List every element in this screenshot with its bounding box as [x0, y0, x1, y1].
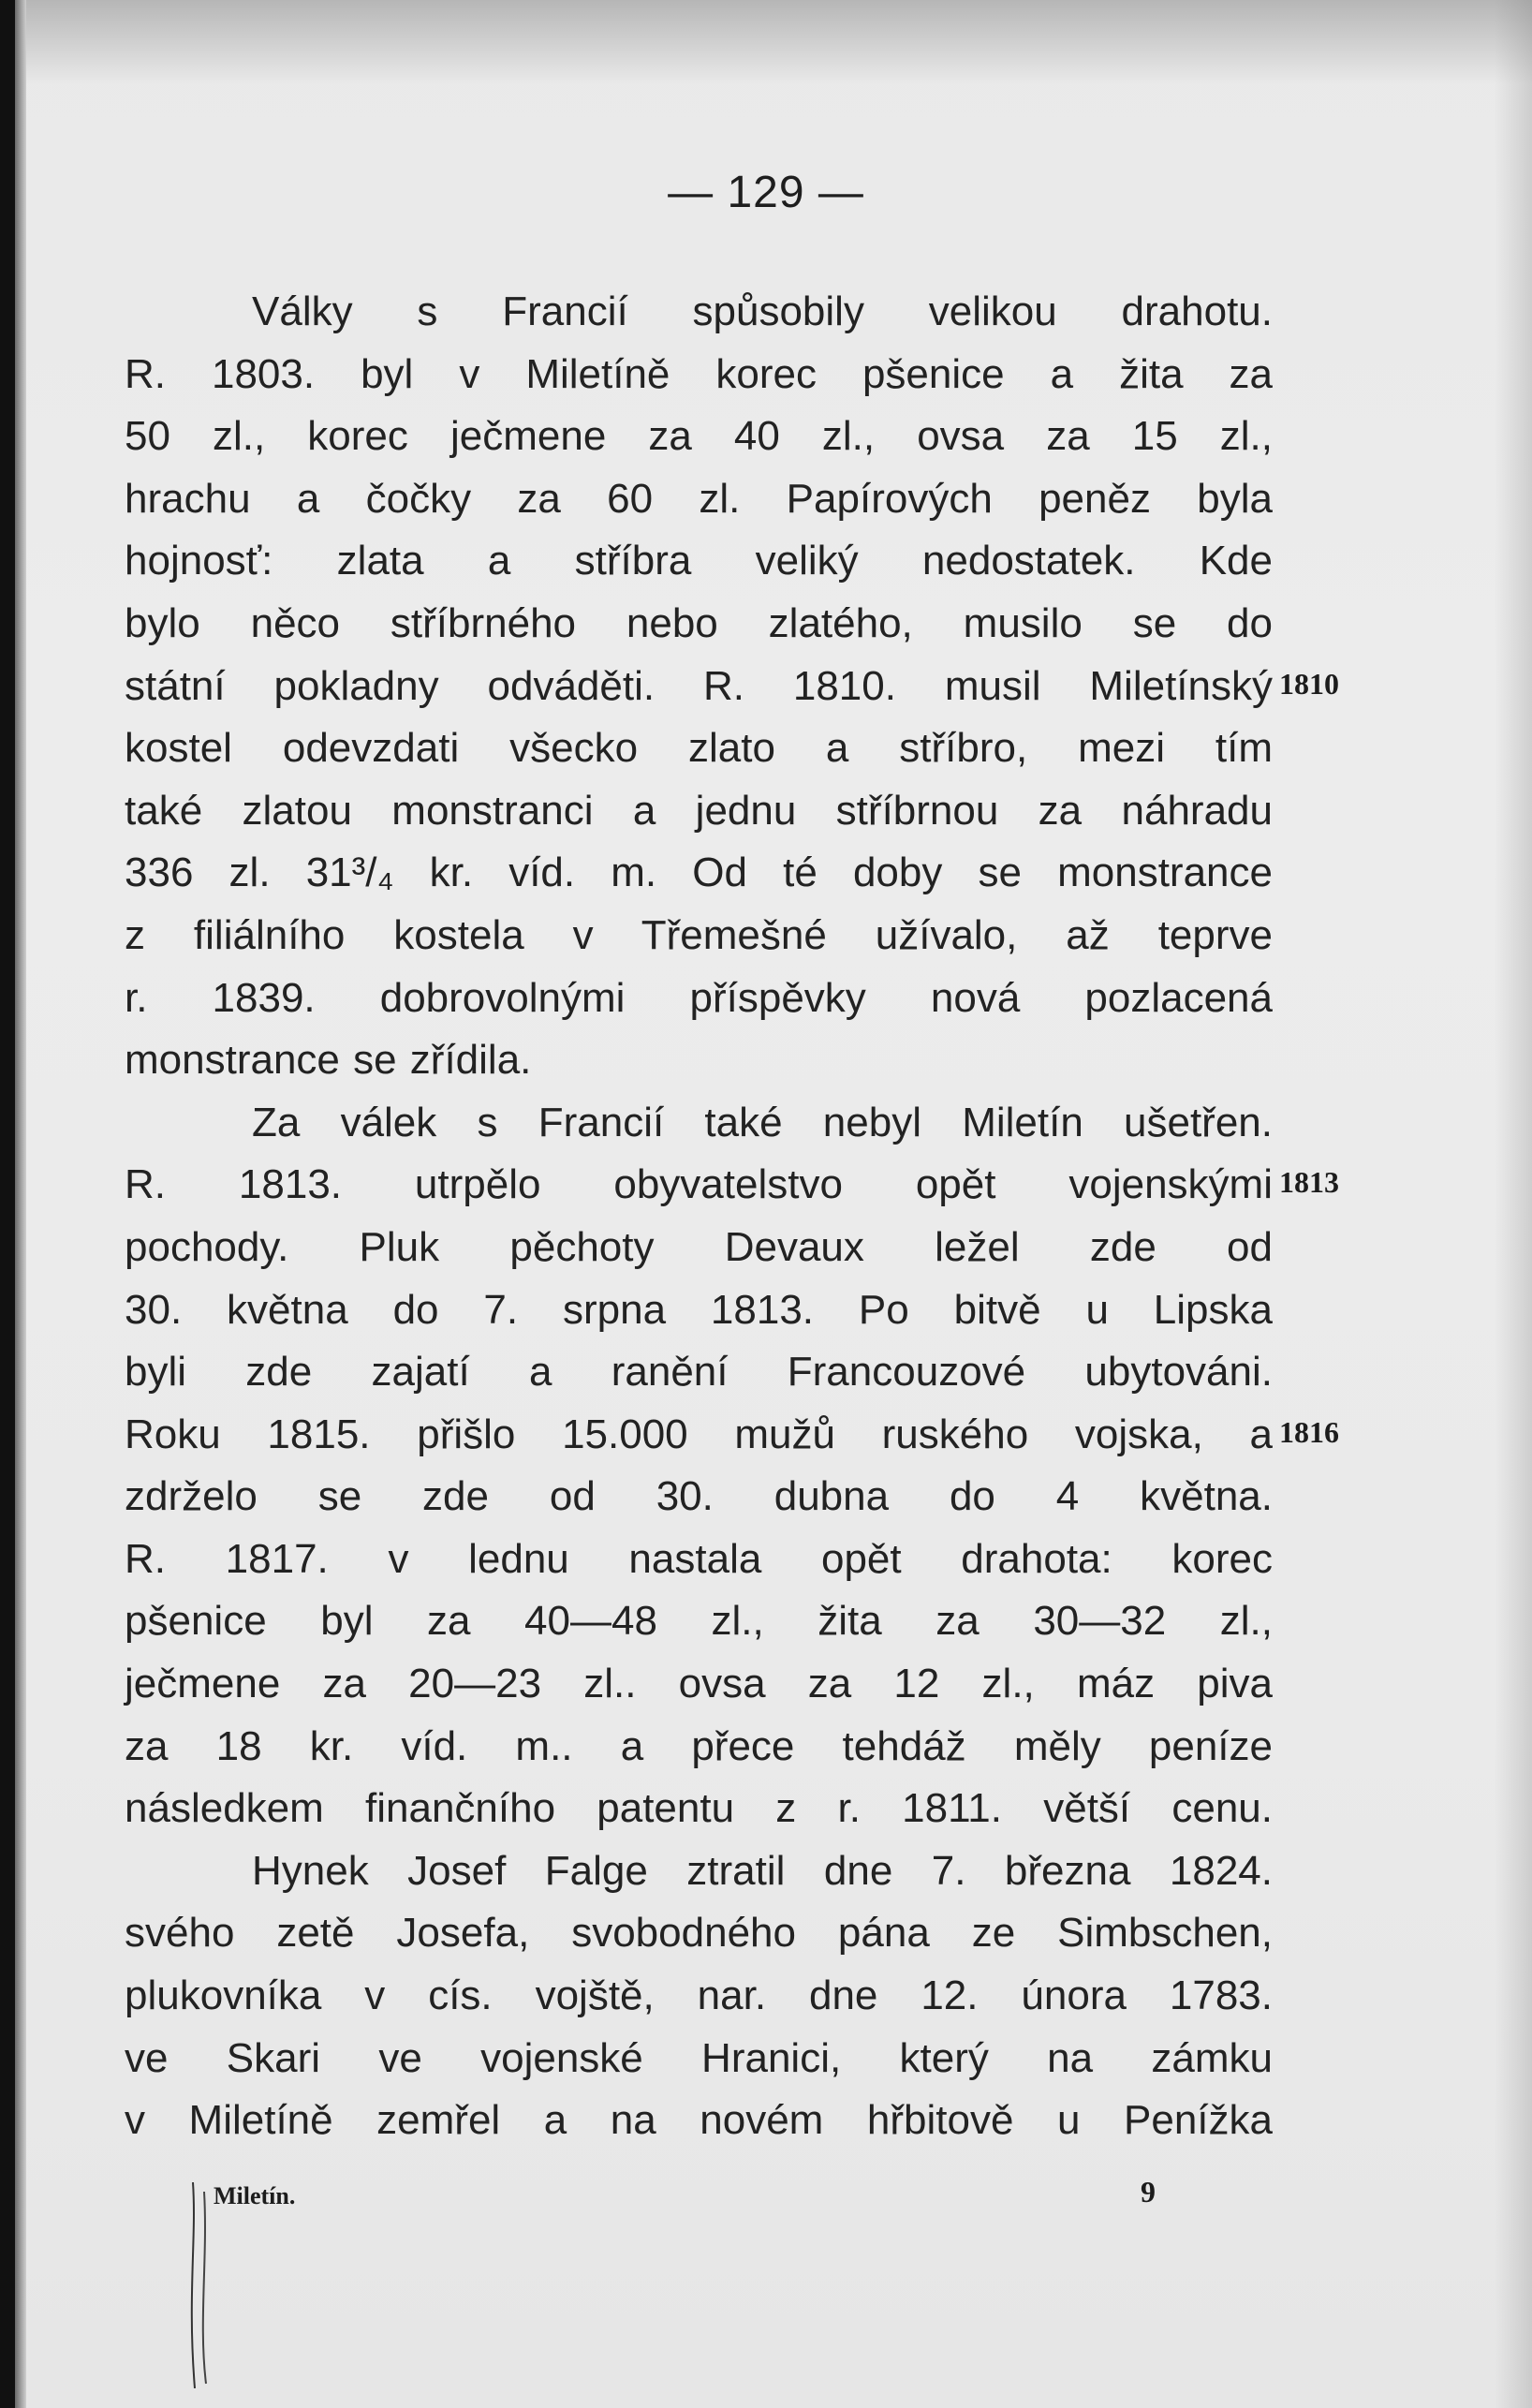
text-line: bylo něco stříbrného nebo zlatého, musilo se do — [125, 599, 1273, 646]
text-line: ječmene za 20—23 zl.. ovsa za 12 zl., máz piva — [125, 1661, 1273, 1707]
text-line: v Miletíně zemřel a na novém hřbitově u Penížka — [125, 2097, 1273, 2144]
text-line: 30. května do 7. srpna 1813. Po bitvě u Lipska — [125, 1286, 1273, 1333]
text-line: Roku 1815. přišlo 15.000 mužů ruského vojska, a — [125, 1411, 1273, 1457]
signature-mark: Miletín. — [214, 2182, 296, 2209]
body-text — [125, 281, 1273, 2152]
text-line: R. 1817. v lednu nastala opět drahota: korec — [125, 1535, 1273, 1582]
text-line: státní pokladny odváděti. R. 1810. musil Miletínský — [125, 662, 1273, 709]
text-line: kostel odevzdati všecko zlato a stříbro, mezi tím — [125, 725, 1273, 772]
text-line: Za válek s Francií také nebyl Miletín ušetřen. — [252, 1099, 1273, 1145]
text-line: plukovníka v cís. vojště, nar. dne 12. února 1783. — [125, 1972, 1273, 2019]
text-line: následkem finančního patentu z r. 1811. větší cenu. — [125, 1785, 1273, 1832]
text-line: byli zde zajatí a ranění Francouzové ubytováni. — [125, 1349, 1273, 1396]
scan-binding-gradient — [15, 0, 26, 2408]
text-line: R. 1803. byl v Miletíně korec pšenice a žita za — [125, 350, 1273, 397]
text-line: pšenice byl za 40—48 zl., žita za 30—32 zl., — [125, 1598, 1273, 1645]
text-line: Hynek Josef Falge ztratil dne 7. března 1824. — [252, 1847, 1273, 1894]
margin-year-note: 1810 — [1279, 666, 1339, 701]
scan-binding-edge — [0, 0, 15, 2408]
text-line: 50 zl., korec ječmene za 40 zl., ovsa za 15 zl., — [125, 413, 1273, 460]
text-line: r. 1839. dobrovolnými příspěvky nová pozlacená — [125, 974, 1273, 1021]
margin-year-note: 1813 — [1279, 1165, 1339, 1200]
page-number: — 129 — — [668, 168, 864, 217]
text-line: ve Skari ve vojenské Hranici, který na zámku — [125, 2034, 1273, 2081]
text-line: z filiálního kostela v Třemešné užívalo, až teprve — [125, 911, 1273, 958]
text-line: Války s Francií spůsobily velikou drahotu. — [252, 288, 1273, 334]
text-line: také zlatou monstranci a jednu stříbrnou za náhradu — [125, 787, 1273, 834]
text-line: hojnosť: zlata a stříbra veliký nedostatek. Kde — [125, 538, 1273, 584]
text-line: pochody. Pluk pěchoty Devaux ležel zde od — [125, 1223, 1273, 1270]
text-line: zdrželo se zde od 30. dubna do 4 května. — [125, 1473, 1273, 1520]
scan-shadow-top — [0, 0, 1532, 84]
binding-thread-icon — [184, 2182, 240, 2388]
text-line: 336 zl. 31³/₄ kr. víd. m. Od té doby se monstrance — [125, 849, 1273, 896]
text-line: hrachu a čočky za 60 zl. Papírových peněz byla — [125, 475, 1273, 522]
text-line: monstrance se zřídila. — [125, 1037, 532, 1084]
text-line: za 18 kr. víd. m.. a přece tehdáž měly peníze — [125, 1722, 1273, 1769]
margin-year-note: 1816 — [1279, 1414, 1339, 1449]
sheet-number: 9 — [1141, 2175, 1156, 2209]
scan-shadow-right — [1495, 0, 1532, 2408]
text-line: R. 1813. utrpělo obyvatelstvo opět vojenskými — [125, 1161, 1273, 1208]
text-line: svého zetě Josefa, svobodného pána ze Simbschen, — [125, 1910, 1273, 1957]
